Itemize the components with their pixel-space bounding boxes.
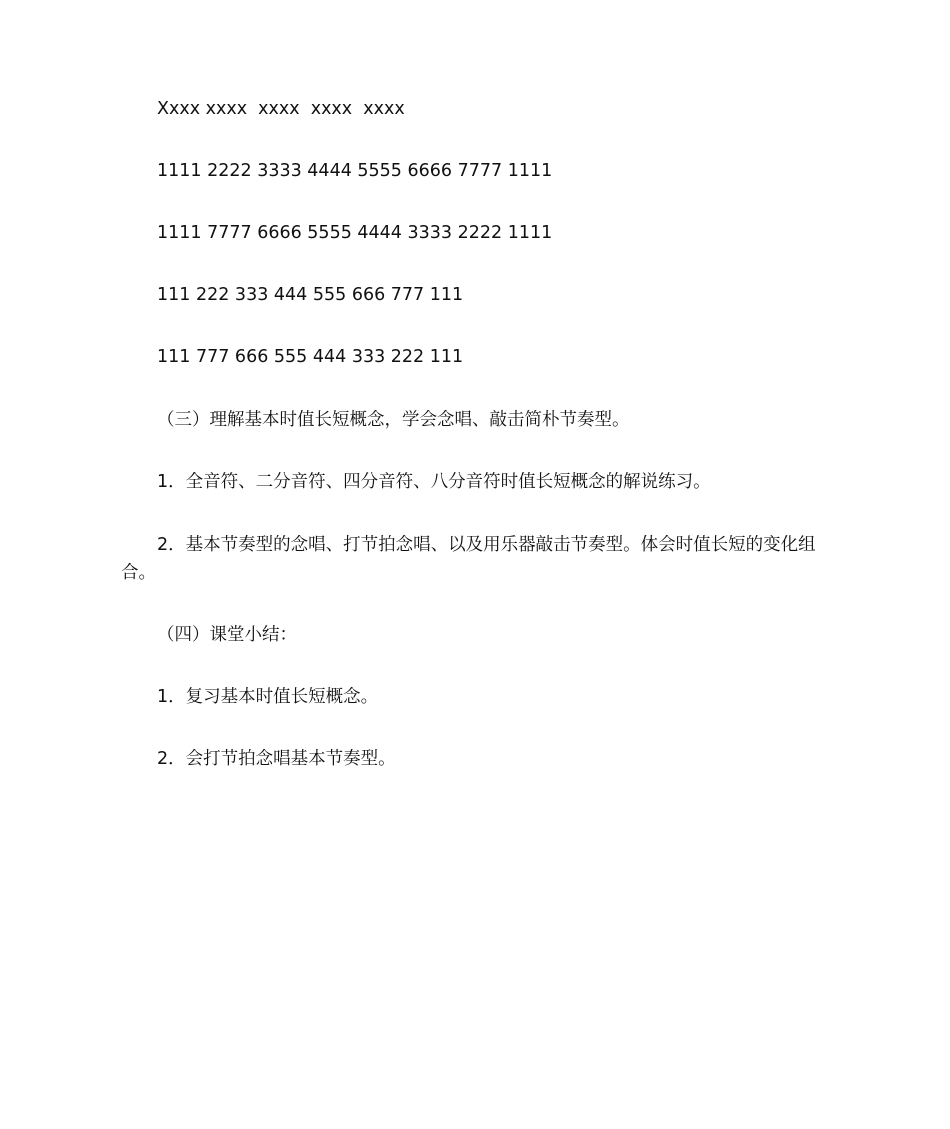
ascending-quadruple-line: 1111 2222 3333 4444 5555 6666 7777 1111 [157, 161, 553, 181]
section-four-item-2: 2．会打节拍念唱基本节奏型。 [157, 749, 396, 769]
section-three-item-2: 2．基本节奏型的念唱、打节拍念唱、以及用乐器敲击节奏型。体会时值长短的变化组合。 [121, 535, 816, 583]
rhythm-line-x: Xxxx xxxx xxxx xxxx xxxx [157, 99, 405, 119]
descending-quadruple-line: 1111 7777 6666 5555 4444 3333 2222 1111 [157, 223, 553, 243]
section-three-heading: （三）理解基本时值长短概念，学会念唱、敲击简朴节奏型。 [157, 410, 630, 430]
ascending-triple-line: 111 222 333 444 555 666 777 111 [157, 285, 464, 305]
section-four-heading: （四）课堂小结： [157, 625, 297, 645]
section-four-item-1: 1．复习基本时值长短概念。 [157, 687, 379, 707]
descending-triple-line: 111 777 666 555 444 333 222 111 [157, 347, 464, 367]
section-three-item-1: 1．全音符、二分音符、四分音符、八分音符时值长短概念的解说练习。 [157, 472, 711, 492]
